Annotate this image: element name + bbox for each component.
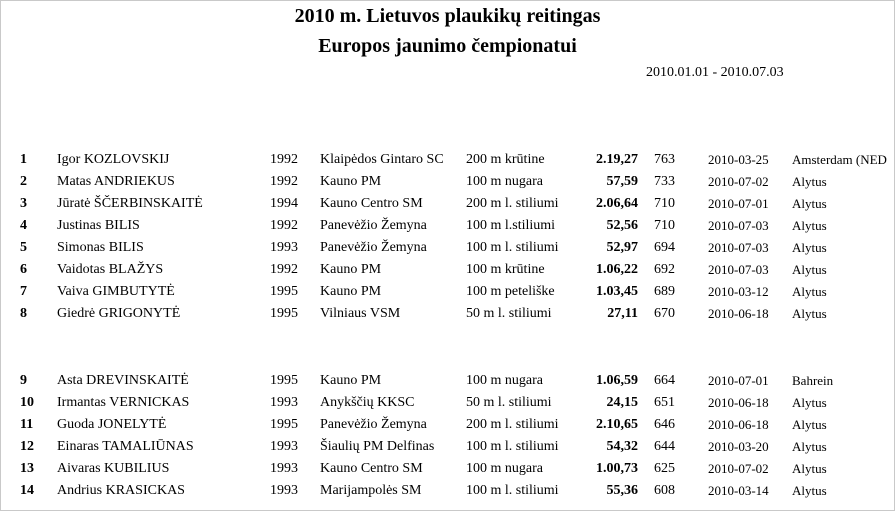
birth-year: 1995 [270,306,298,321]
rank-cell: 14 [20,483,34,498]
rank-cell: 4 [20,218,27,233]
swimmer-name: Einaras TAMALIŪNAS [57,439,194,454]
event-name: 100 m nugara [466,373,543,388]
result-time: 57,59 [606,174,638,189]
document-subtitle: Europos jaunimo čempionatui [318,35,577,57]
fina-points: 608 [654,483,675,498]
date-range: 2010.01.01 - 2010.07.03 [646,65,784,80]
result-time: 2.06,64 [596,196,638,211]
club-name: Kauno PM [320,174,382,189]
result-date: 2010-07-03 [708,218,769,233]
swimmer-name: Irmantas VERNICKAS [57,395,190,410]
competition-place: Alytus [792,262,827,277]
swimmer-name: Igor KOZLOVSKIJ [57,152,170,167]
rank-cell: 6 [20,262,27,277]
rank-cell: 8 [20,306,27,321]
birth-year: 1993 [270,483,298,498]
table-row [0,259,895,281]
table-row [0,281,895,303]
competition-place: Alytus [792,483,827,498]
result-time: 54,32 [606,439,638,454]
birth-year: 1995 [270,373,298,388]
competition-place: Alytus [792,240,827,255]
fina-points: 710 [654,196,675,211]
fina-points: 692 [654,262,675,277]
club-name: Panevėžio Žemyna [320,240,427,255]
rank-cell: 10 [20,395,34,410]
event-name: 100 m nugara [466,174,543,189]
competition-place: Amsterdam (NED [792,152,887,167]
rank-cell: 7 [20,284,27,299]
result-date: 2010-03-12 [708,284,769,299]
result-time: 2.19,27 [596,152,638,167]
result-time: 24,15 [606,395,638,410]
event-name: 200 m l. stiliumi [466,417,559,432]
result-date: 2010-03-25 [708,152,769,167]
event-name: 100 m l.stiliumi [466,218,556,233]
fina-points: 664 [654,373,675,388]
club-name: Kauno PM [320,373,382,388]
table-row [0,370,895,392]
result-time: 1.06,22 [596,262,638,277]
fina-points: 694 [654,240,675,255]
rank-cell: 1 [20,152,27,167]
birth-year: 1992 [270,152,298,167]
event-name: 200 m krūtine [466,152,545,167]
swimmer-name: Vaiva GIMBUTYTĖ [57,284,175,299]
rank-cell: 12 [20,439,34,454]
birth-year: 1992 [270,174,298,189]
rank-cell: 9 [20,373,27,388]
result-date: 2010-03-14 [708,483,769,498]
birth-year: 1993 [270,439,298,454]
table-row [0,215,895,237]
swimmer-name: Justinas BILIS [57,218,140,233]
club-name: Panevėžio Žemyna [320,218,427,233]
swimmer-name: Giedrė GRIGONYTĖ [57,306,181,321]
event-name: 100 m l. stiliumi [466,240,559,255]
club-name: Kauno Centro SM [320,461,423,476]
competition-place: Alytus [792,439,827,454]
club-name: Vilniaus VSM [320,306,401,321]
table-row [0,436,895,458]
birth-year: 1995 [270,284,298,299]
competition-place: Alytus [792,284,827,299]
table-row [0,237,895,259]
club-name: Kauno PM [320,262,382,277]
club-name: Kauno Centro SM [320,196,423,211]
swimmer-name: Matas ANDRIEKUS [57,174,175,189]
swimmer-name: Jūratė ŠČERBINSKAITĖ [57,196,203,211]
rank-cell: 5 [20,240,27,255]
competition-place: Alytus [792,174,827,189]
birth-year: 1993 [270,395,298,410]
club-name: Anykščių KKSC [320,395,415,410]
fina-points: 763 [654,152,675,167]
swimmer-name: Aivaras KUBILIUS [57,461,170,476]
document-title: 2010 m. Lietuvos plaukikų reitingas [294,5,601,27]
birth-year: 1992 [270,262,298,277]
competition-place: Alytus [792,196,827,211]
fina-points: 644 [654,439,675,454]
result-date: 2010-07-03 [708,240,769,255]
event-name: 200 m l. stiliumi [466,196,559,211]
result-date: 2010-07-03 [708,262,769,277]
rank-cell: 13 [20,461,34,476]
table-row [0,193,895,215]
competition-place: Alytus [792,461,827,476]
result-date: 2010-06-18 [708,417,769,432]
club-name: Marijampolės SM [320,483,422,498]
table-row [0,414,895,436]
birth-year: 1995 [270,417,298,432]
birth-year: 1994 [270,196,298,211]
event-name: 100 m krūtine [466,262,545,277]
table-row [0,392,895,414]
competition-place: Alytus [792,218,827,233]
result-date: 2010-07-01 [708,373,769,388]
birth-year: 1992 [270,218,298,233]
table-row [0,480,895,502]
result-time: 52,97 [606,240,638,255]
competition-place: Bahrein [792,373,834,388]
result-date: 2010-07-02 [708,174,769,189]
fina-points: 710 [654,218,675,233]
result-time: 1.00,73 [596,461,638,476]
swimmer-name: Simonas BILIS [57,240,144,255]
result-time: 1.06,59 [596,373,638,388]
rank-cell: 11 [20,417,34,432]
event-name: 100 m peteliške [466,284,555,299]
fina-points: 670 [654,306,675,321]
event-name: 100 m nugara [466,461,543,476]
fina-points: 646 [654,417,675,432]
swimmer-name: Vaidotas BLAŽYS [57,262,164,277]
result-time: 27,11 [607,306,638,321]
event-name: 50 m l. stiliumi [466,306,552,321]
club-name: Šiaulių PM Delfinas [320,439,435,454]
result-time: 52,56 [606,218,638,233]
fina-points: 651 [654,395,675,410]
table-row [0,171,895,193]
competition-place: Alytus [792,306,827,321]
result-time: 2.10,65 [596,417,638,432]
result-date: 2010-07-02 [708,461,769,476]
swimmer-name: Guoda JONELYTĖ [57,417,167,432]
swimmer-name: Asta DREVINSKAITĖ [57,373,189,388]
club-name: Panevėžio Žemyna [320,417,427,432]
birth-year: 1993 [270,461,298,476]
result-date: 2010-07-01 [708,196,769,211]
result-date: 2010-06-18 [708,306,769,321]
club-name: Klaipėdos Gintaro SC [320,152,444,167]
club-name: Kauno PM [320,284,382,299]
result-time: 55,36 [606,483,638,498]
table-row [0,458,895,480]
result-time: 1.03,45 [596,284,638,299]
fina-points: 733 [654,174,675,189]
rank-cell: 2 [20,174,27,189]
table-row [0,149,895,171]
event-name: 50 m l. stiliumi [466,395,552,410]
fina-points: 625 [654,461,675,476]
table-row [0,303,895,325]
birth-year: 1993 [270,240,298,255]
fina-points: 689 [654,284,675,299]
competition-place: Alytus [792,417,827,432]
competition-place: Alytus [792,395,827,410]
result-date: 2010-03-20 [708,439,769,454]
swimmer-name: Andrius KRASICKAS [57,483,185,498]
result-date: 2010-06-18 [708,395,769,410]
event-name: 100 m l. stiliumi [466,439,559,454]
event-name: 100 m l. stiliumi [466,483,559,498]
rank-cell: 3 [20,196,27,211]
